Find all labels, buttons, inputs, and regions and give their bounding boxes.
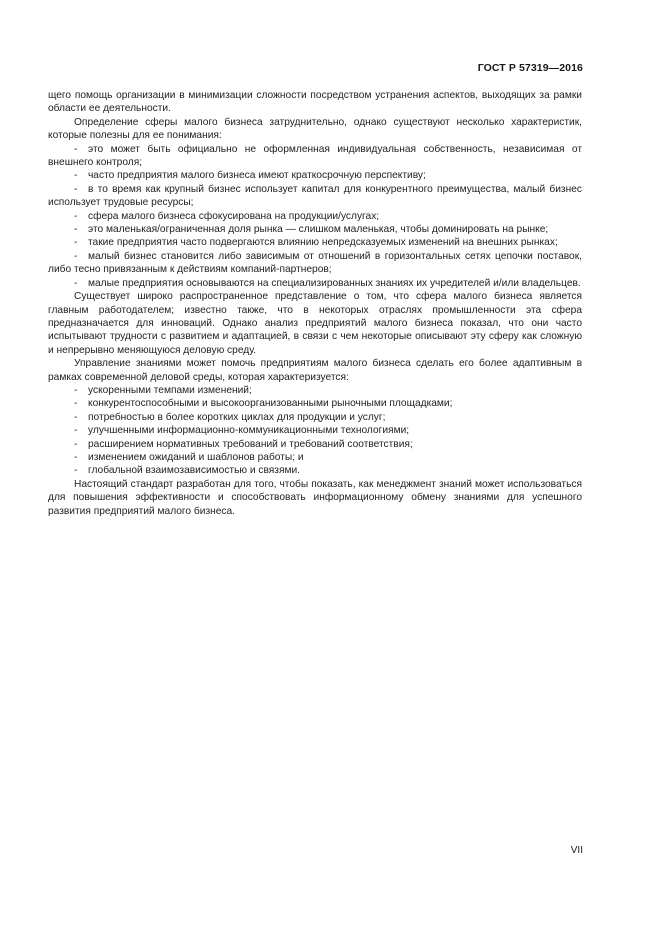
list-marker: - (74, 277, 78, 289)
list-marker: - (74, 143, 78, 155)
list-item: - сфера малого бизнеса сфокусирована на продукции/услугах; (74, 210, 380, 222)
list-marker: - (74, 183, 78, 195)
list-item: - это маленькая/ограниченная доля рынка — слишком маленькая, чтобы доминировать на рынке; (74, 224, 549, 236)
list-marker: - (74, 411, 78, 423)
list-marker: - (74, 224, 78, 236)
list-item: - улучшенными информационно-коммуникационными технологиями; (74, 425, 410, 437)
list-item: - малый бизнес становится либо зависимым от отношений в горизонтальных сетях цепочки поставок, либо тесно привязанным к действиям компаний-партнеров; (48, 250, 582, 276)
standard-designation: ГОСТ Р 57319—2016 (477, 62, 583, 74)
list-marker: - (74, 210, 78, 222)
page-number: VII (570, 845, 583, 856)
list-item: - в то время как крупный бизнес использует капитал для конкурентного преимущества, малый бизнес использует трудовые ресурсы; (48, 183, 582, 209)
list-marker: - (74, 465, 78, 477)
list-marker: - (74, 438, 78, 450)
list-item: - часто предприятия малого бизнеса имеют краткосрочную перспективу; (74, 170, 426, 182)
paragraph-knowledge-management: Управление знаниями может помочь предприятиям малого бизнеса сделать его более адаптивным в рамках современной деловой среды, которая характеризуется: (48, 358, 582, 383)
list-marker: - (74, 451, 78, 463)
paragraph-employer-perception: Существует широко распространенное представление о том, что сфера малого бизнеса является главным работодателем; известно также, что в некоторых отраслях промышленности эта сфера предназначается для инноваций. Однако анализ предприятий малого бизнеса показал, что они часто испытывают трудности с развитием и адаптацией, в связи с чем некоторые описывают эту сферу как сложную и непрерывно меняющуюся деловую среду. (48, 291, 582, 356)
list-marker: - (74, 170, 78, 182)
list-item: - потребностью в более коротких циклах для продукции и услуг; (74, 411, 386, 423)
list-item: - глобальной взаимозависимостью и связями. (74, 465, 301, 477)
list-marker: - (74, 384, 78, 396)
list-item: - это может быть официально не оформленная индивидуальная собственность, независимая от внешнего контроля; (48, 143, 582, 169)
list-item: - малые предприятия основываются на специализированных знаниях их учредителей и/или владельцев. (74, 277, 581, 289)
page-body (48, 89, 582, 518)
list-marker: - (74, 237, 78, 249)
characteristics-list (48, 143, 582, 290)
list-item: - ускоренными темпами изменений; (74, 384, 252, 396)
list-item: - такие предприятия часто подвергаются влиянию непредсказуемых изменений на внешних рынках; (74, 237, 558, 249)
environment-list (48, 384, 582, 478)
list-item: - изменением ожиданий и шаблонов работы; и (74, 451, 304, 463)
list-marker: - (74, 250, 78, 262)
list-marker: - (74, 425, 78, 437)
list-item: - конкурентоспособными и высокоорганизованными рыночными площадками; (74, 398, 453, 410)
intro-continuation: щего помощь организации в минимизации сложности посредством устранения аспектов, выходящих за рамки области ее деятельности. (48, 90, 582, 115)
list-item: - расширением нормативных требований и требований соответствия; (74, 438, 413, 450)
paragraph-standard-purpose: Настоящий стандарт разработан для того, чтобы показать, как менеджмент знаний может использоваться для повышения эффективности и способствовать информационному обмену знаниями для успешного развития предприятий малого бизнеса. (48, 478, 582, 517)
paragraph-small-business-definition: Определение сферы малого бизнеса затруднительно, однако существуют несколько характеристик, которые полезны для ее понимания: (48, 116, 582, 142)
list-marker: - (74, 398, 78, 410)
